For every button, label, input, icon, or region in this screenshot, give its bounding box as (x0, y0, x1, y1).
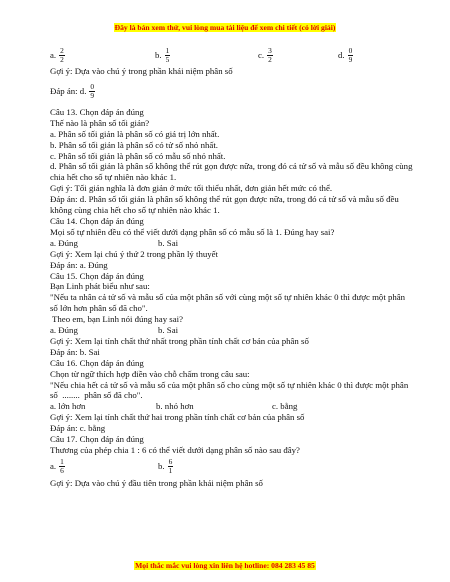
q13-option-a: a. Phân số tối giản là phân số có giá trị lớn nhất. (50, 128, 220, 139)
preview-banner-text: Đây là bản xem thử, vui lòng mua tài liệu để xem chi tiết (có lời giải) (114, 23, 336, 32)
q13-option-c: c. Phân số tối giản là phân số có mẫu số nhỏ nhất. (50, 150, 226, 161)
q16-option-a: a. lớn hơn (50, 401, 86, 412)
option-label: a. (50, 49, 57, 60)
q17-option-a (50, 458, 158, 475)
denominator: 2 (268, 54, 272, 64)
option-label: a. (50, 461, 57, 472)
fraction (59, 47, 65, 64)
q13-option-b: b. Phân số tối giản là phân số có tử số nhỏ nhất. (50, 139, 218, 150)
q14-question: Mọi số tự nhiên đều có thể viết dưới dạng phân số có mẫu số là 1. Đúng hay sai? (50, 226, 335, 237)
q12-answer (50, 81, 415, 103)
denominator: 6 (60, 466, 64, 476)
q14-options (50, 238, 415, 249)
fraction (168, 458, 174, 475)
q15-options (50, 325, 415, 336)
fraction (165, 47, 171, 64)
q15-title: Câu 15. Chọn đáp án đúng (50, 270, 144, 281)
option-label: d. (338, 49, 345, 60)
numerator: 0 (90, 82, 95, 92)
q16-option-c: c. bằng (272, 401, 298, 412)
q13-title: Câu 13. Chọn đáp án đúng (50, 106, 144, 117)
q13-option-d: d. Phân số tối giản là phân số không thể rút gọn được nữa, trong đó cả tử số và mẫu số đều không cùng chia hết cho số tự nhiên nào khác 1. (50, 161, 413, 183)
document-body (50, 44, 415, 489)
q13-question: Thế nào là phân số tối giản? (50, 117, 150, 128)
q17-title: Câu 17. Chọn đáp án đúng (50, 434, 144, 445)
denominator: 2 (60, 54, 64, 64)
q13-answer: Đáp án: d. Phân số tối giản là phân số không thể rút gọn được nữa, trong đó cả tử số và mẫu số đều không cùng chia hết cho số tự nhiên nào khác 1. (50, 194, 399, 216)
preview-banner (0, 23, 450, 32)
fraction (267, 47, 273, 64)
numerator: 2 (60, 45, 64, 55)
q15-answer: Đáp án: b. Sai (50, 346, 100, 357)
q13-hint: Gợi ý: Tối giản nghĩa là đơn giản ở mức tối thiểu nhất, đơn giản hết mức có thể. (50, 183, 333, 194)
q15-quote: "Nếu ta nhân cả tử số và mẫu số của một phân số với cùng một số tự nhiên khác 0 thì được một phân số lớn hơn phân số đã cho". (50, 292, 406, 314)
q12-option-a (50, 47, 155, 64)
numerator: 0 (348, 45, 353, 55)
q16-option-b: b. nhỏ hơn (156, 401, 194, 412)
numerator: 6 (168, 457, 173, 467)
denominator: 5 (165, 54, 170, 64)
q15-option-a: a. Đúng (50, 325, 78, 336)
q17-question: Thương của phép chia 1 : 6 có thể viết dưới dạng phân số nào sau đây? (50, 445, 300, 455)
denominator: 9 (90, 91, 95, 101)
q15-hint: Gợi ý: Xem lại tính chất thứ nhất trong phần tính chất cơ bản của phân số (50, 335, 309, 346)
q12-option-c (258, 47, 338, 64)
denominator: 9 (348, 54, 353, 64)
q14-hint: Gợi ý: Xem lại chú ý thứ 2 trong phần lý thuyết (50, 248, 218, 259)
denominator: 1 (168, 466, 173, 476)
q14-option-b: b. Sai (158, 237, 179, 248)
q16-title: Câu 16. Chọn đáp án đúng (50, 357, 144, 368)
hotline-banner-text: Mọi thắc mắc vui lòng xin liên hệ hotline: 084 283 45 85 (135, 561, 315, 570)
q12-options (50, 44, 415, 66)
q17-hint: Gợi ý: Dựa vào chú ý đầu tiên trong phần khái niệm phân số (50, 477, 263, 488)
option-label: b. (155, 49, 162, 60)
q14-option-a: a. Đúng (50, 237, 78, 248)
q12-option-d (338, 47, 353, 64)
fraction (89, 83, 95, 100)
numerator: 3 (268, 45, 272, 55)
fraction (59, 458, 65, 475)
option-label: b. (158, 461, 165, 472)
q16-answer: Đáp án: c. bằng (50, 423, 106, 434)
q14-title: Câu 14. Chọn đáp án đúng (50, 215, 144, 226)
numerator: 1 (165, 45, 170, 55)
q12-hint: Gợi ý: Dựa vào chú ý trong phần khái niệm phân số (50, 66, 233, 76)
q15-question: Theo em, bạn Linh nói đúng hay sai? (50, 314, 183, 325)
fraction (348, 47, 354, 64)
numerator: 1 (60, 457, 64, 467)
q12-option-b (155, 47, 258, 64)
q16-options (50, 401, 415, 412)
q15-intro: Bạn Linh phát biểu như sau: (50, 281, 150, 292)
q16-quote: "Nếu chia hết cả tử số và mẫu số của một phân số cho cùng một số tự nhiên khác 0 thì được một phân số ........ phân số đã cho". (50, 379, 411, 401)
option-label: c. (258, 49, 265, 60)
hotline-banner (0, 561, 450, 570)
q14-answer: Đáp án: a. Đúng (50, 259, 108, 270)
q17-options (50, 456, 415, 478)
q17-option-b (158, 458, 173, 475)
q16-question: Chọn từ ngữ thích hợp điền vào chỗ chấm trong câu sau: (50, 368, 250, 379)
q12-answer-prefix: Đáp án: d. (50, 86, 87, 97)
q15-option-b: b. Sai (158, 325, 179, 336)
q16-hint: Gợi ý: Xem lại tính chất thứ hai trong phần tính chất cơ bản của phân số (50, 412, 305, 423)
